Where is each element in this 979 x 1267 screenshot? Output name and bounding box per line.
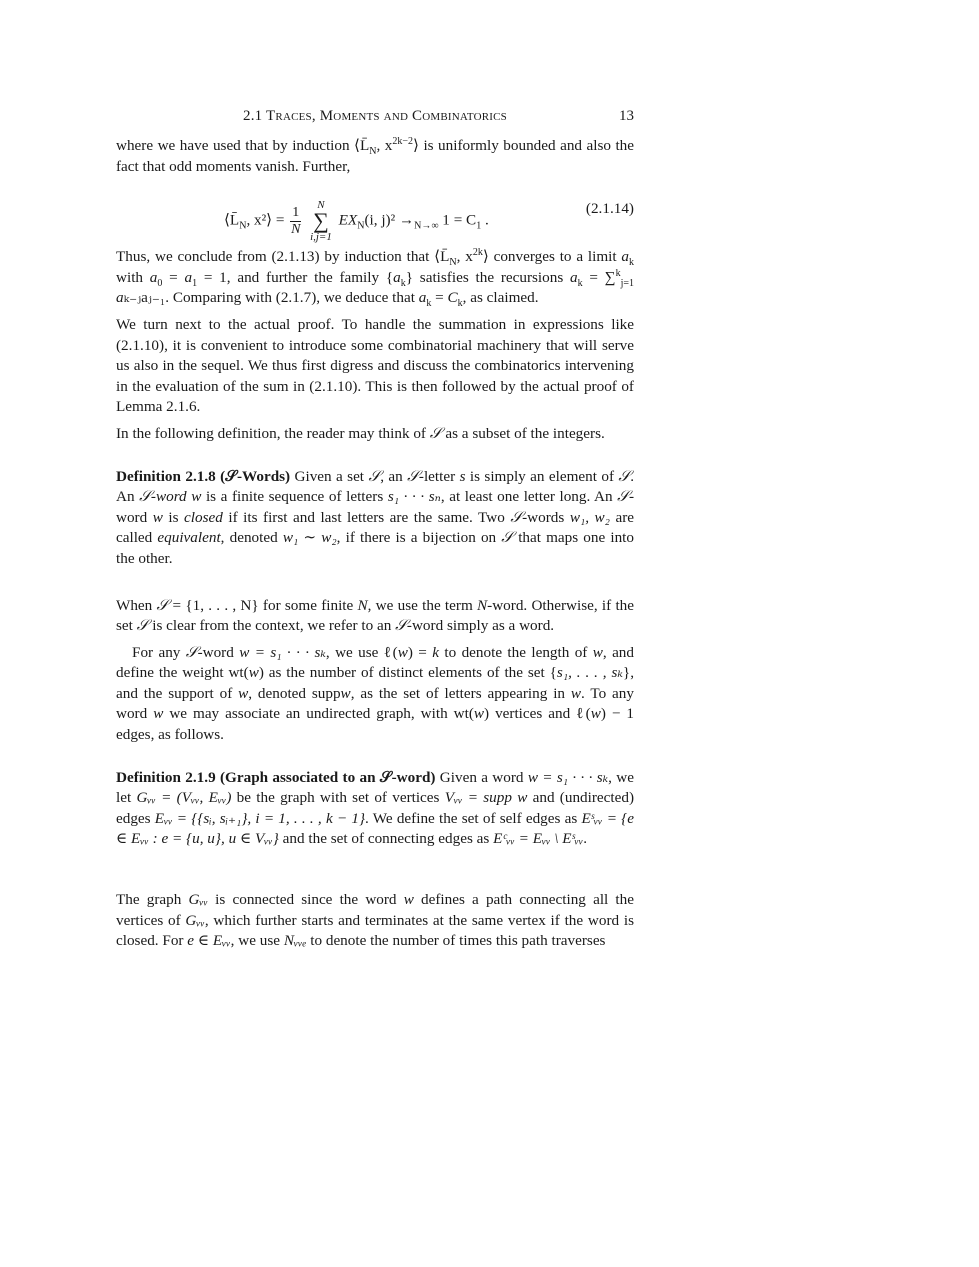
equation-body: $⟨L̄_N$, x²⟩ = $\frac{1}{N}$ N ∑ i,j=1 $EX_N(i$, $j)^2 \to_{N\to\infty}$ $1 = C_1$ . (224, 199, 489, 244)
equation-2-1-14 (116, 185, 634, 244)
paragraph-induction: where we have used that by induction $⟨L̄_N$, $x^{2k-2}⟩$ is uniformly bounded and also the fact that odd moments vanish. Further, (116, 135, 634, 175)
definition-2-1-9: Definition 2.1.9 (Graph associated to an 𝒮-word) Given a word w = s₁ · · · sₖ, we let Gᵥᵥ = (Vᵥᵥ, Eᵥᵥ) be the graph with set of vertices Vᵥᵥ = supp w and (undirected) edges Eᵥᵥ = {{sᵢ, sᵢ₊₁}, i = 1, . . . , k − 1}. We define the set of self edges as Eˢᵥᵥ = {e ∈ Eᵥᵥ : e = {u, u}, u ∈ Vᵥᵥ} and the set of connecting edges as Eᶜᵥᵥ = Eᵥᵥ \ Eˢᵥᵥ. (116, 768, 635, 848)
definition-2-1-8: Definition 2.1.8 (𝒮-Words) Given a set 𝒮, an 𝒮-letter s is simply an element of 𝒮. An 𝒮-word w is a finite sequence of letters s₁ · · · sₙ, at least one letter long. An 𝒮-word w is closed if its first and last letters are the same. Two 𝒮-words w₁, w₂ are called equivalent, denoted w₁ ∼ w₂, if there is a bijection on 𝒮 that maps one into the other. (116, 467, 635, 567)
paragraph-conclusion: Thus, we conclude from (2.1.13) by induction that $⟨L̄_N$, $x^{2k}⟩$ converges to a limit $a_k$ with $a_0 = a_1 = 1$, and further the family $\{a_k\}$ satisfies the recursions $a_k = \sum^k_{j=1}$ aₖ₋ⱼaⱼ₋₁. Comparing with (2.1.7), we deduce that $a_k = C_k$, as claimed. (116, 247, 634, 310)
running-title: 2.1 Traces, Moments and Combinatorics (243, 108, 507, 124)
definition-title: Definition 2.1.8 (𝒮-Words) (116, 467, 291, 485)
equation-number: (2.1.14) (585, 200, 634, 218)
paragraph-graph-connected: The graph Gᵥᵥ is connected since the word w defines a path connecting all the vertices of Gᵥᵥ, which further starts and terminates at the same vertex if the word is closed. For e ∈ Eᵥᵥ, we use Nᵥᵥₑ to denote the number of times this path traverses (116, 891, 634, 950)
running-header (116, 104, 634, 130)
paragraph-n-word: When 𝒮 = {1, . . . , N} for some finite N, we use the term N-word. Otherwise, if the set 𝒮 is clear from the context, we refer to an 𝒮-word simply as a word. (116, 596, 635, 635)
summation-operator: N ∑ i,j=1 (310, 199, 332, 244)
page-number: 13 (619, 108, 634, 124)
fraction: $\frac{1}{N}$ (291, 204, 301, 237)
page-content (116, 104, 634, 952)
paragraph-weight-support: For any 𝒮-word w = s₁ · · · sₖ, we use ℓ(w) = k to denote the length of w, and define the weight wt(w) as the number of distinct elements of the set {s₁, . . . , sₖ}, and the support of w, denoted suppw, as the set of letters appearing in w. To any word w we may associate an undirected graph, with wt(w) vertices and ℓ(w) − 1 edges, as follows. (116, 643, 634, 744)
definition-title: Definition 2.1.9 (Graph associated to an 𝒮-word) (116, 768, 436, 786)
paragraph-proof-intro: We turn next to the actual proof. To handle the summation in expressions like (2.1.10), it is convenient to introduce some combinatorial machinery that will serve us also in the sequel. We thus first digress and discuss the combinatorics intervening in the evaluation of the sum in (2.1.10). This is then followed by the actual proof of Lemma 2.1.6. (116, 315, 634, 416)
paragraph-definition-note: In the following definition, the reader may think of 𝒮 as a subset of the integers. (116, 424, 605, 442)
